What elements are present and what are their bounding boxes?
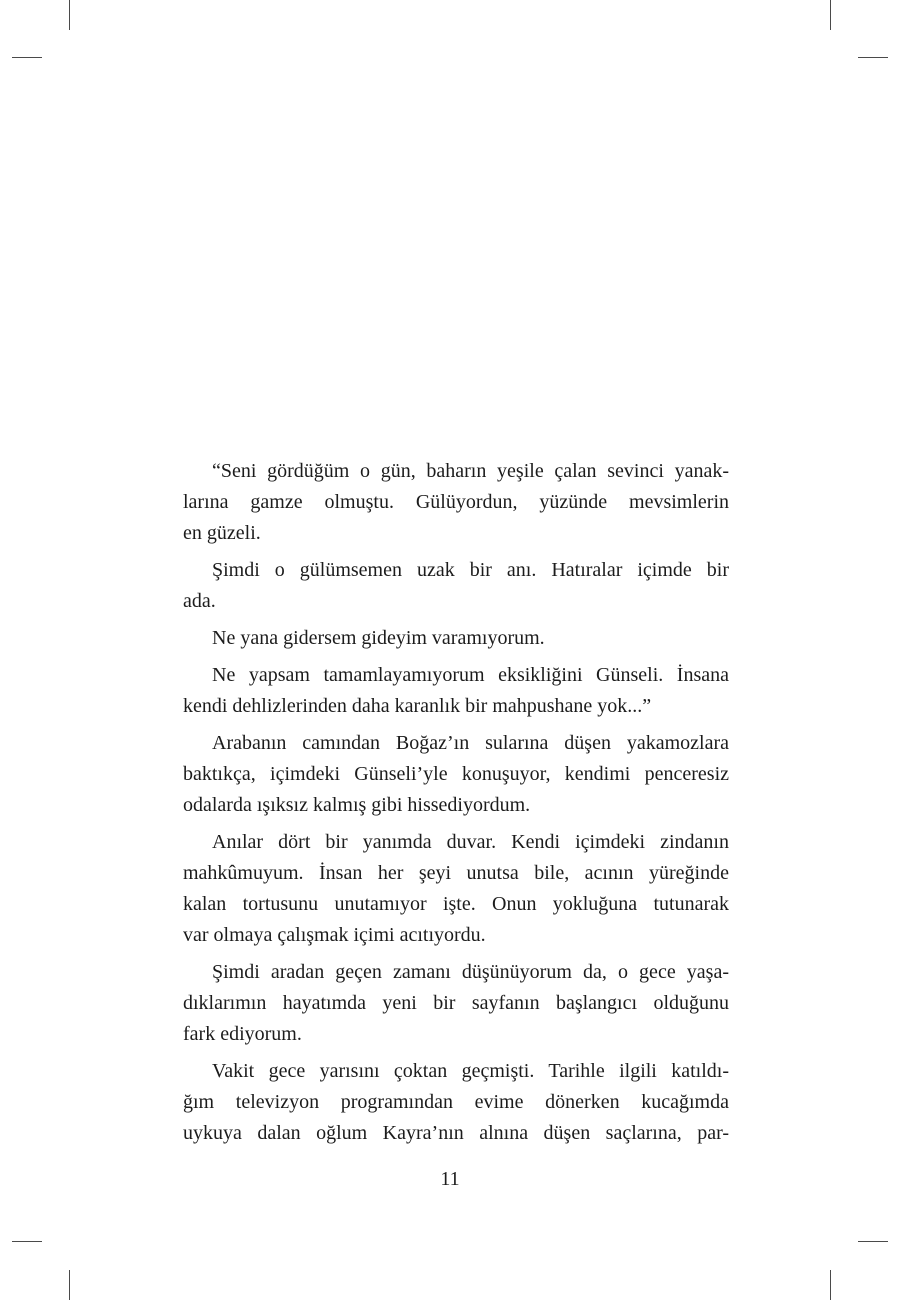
text-line: kalan tortusunu unutamıyor işte. Onun yokluğuna tutunarak <box>183 893 729 915</box>
text-line: uykuya dalan oğlum Kayra’nın alnına düşen saçlarına, par- <box>183 1122 729 1144</box>
paragraph-3 <box>183 623 729 654</box>
text-line: Ne yana gidersem gideyim varamıyorum. <box>212 627 545 649</box>
crop-mark-bottom-right <box>830 1270 831 1300</box>
page-number: 11 <box>440 1168 460 1190</box>
text-line: fark ediyorum. <box>183 1023 302 1045</box>
text-line: kendi dehlizlerinden daha karanlık bir mahpushane yok...” <box>183 695 652 717</box>
paragraph-6 <box>183 827 729 951</box>
crop-mark-top-right <box>830 0 831 30</box>
paragraph-1 <box>183 456 729 549</box>
text-line: var olmaya çalışmak içimi acıtıyordu. <box>183 924 486 946</box>
text-line: en güzeli. <box>183 522 261 544</box>
text-line: odalarda ışıksız kalmış gibi hissediyordum. <box>183 794 531 816</box>
text-line: dıklarımın hayatımda yeni bir sayfanın başlangıcı olduğunu <box>183 992 729 1014</box>
text-line: ada. <box>183 590 216 612</box>
text-line: ğım televizyon programından evime dönerken kucağımda <box>183 1091 729 1113</box>
crop-mark-left-top <box>12 57 42 58</box>
text-line: baktıkça, içimdeki Günseli’yle konuşuyor, kendimi penceresiz <box>183 763 729 785</box>
paragraph-7 <box>183 957 729 1050</box>
text-line: Vakit gece yarısını çoktan geçmişti. Tarihle ilgili katıldı- <box>212 1060 729 1082</box>
paragraph-2 <box>183 555 729 617</box>
crop-mark-left-bottom <box>12 1241 42 1242</box>
crop-mark-bottom-left <box>69 1270 70 1300</box>
paragraph-5 <box>183 728 729 821</box>
crop-mark-top-left <box>69 0 70 30</box>
paragraph-4 <box>183 660 729 722</box>
body-text <box>183 456 729 1155</box>
text-line: Ne yapsam tamamlayamıyorum eksikliğini Günseli. İnsana <box>212 664 729 686</box>
text-line: Arabanın camından Boğaz’ın sularına düşen yakamozlara <box>212 732 729 754</box>
text-line: Şimdi aradan geçen zamanı düşünüyorum da, o gece yaşa- <box>212 961 729 983</box>
text-line: “Seni gördüğüm o gün, baharın yeşile çalan sevinci yanak- <box>212 460 729 482</box>
text-line: larına gamze olmuştu. Gülüyordun, yüzünde mevsimlerin <box>183 491 729 513</box>
text-line: Anılar dört bir yanımda duvar. Kendi içimdeki zindanın <box>212 831 729 853</box>
text-line: mahkûmuyum. İnsan her şeyi unutsa bile, acının yüreğinde <box>183 862 729 884</box>
crop-mark-right-bottom <box>858 1241 888 1242</box>
crop-mark-right-top <box>858 57 888 58</box>
paragraph-8 <box>183 1056 729 1149</box>
text-line: Şimdi o gülümsemen uzak bir anı. Hatıralar içimde bir <box>212 559 729 581</box>
